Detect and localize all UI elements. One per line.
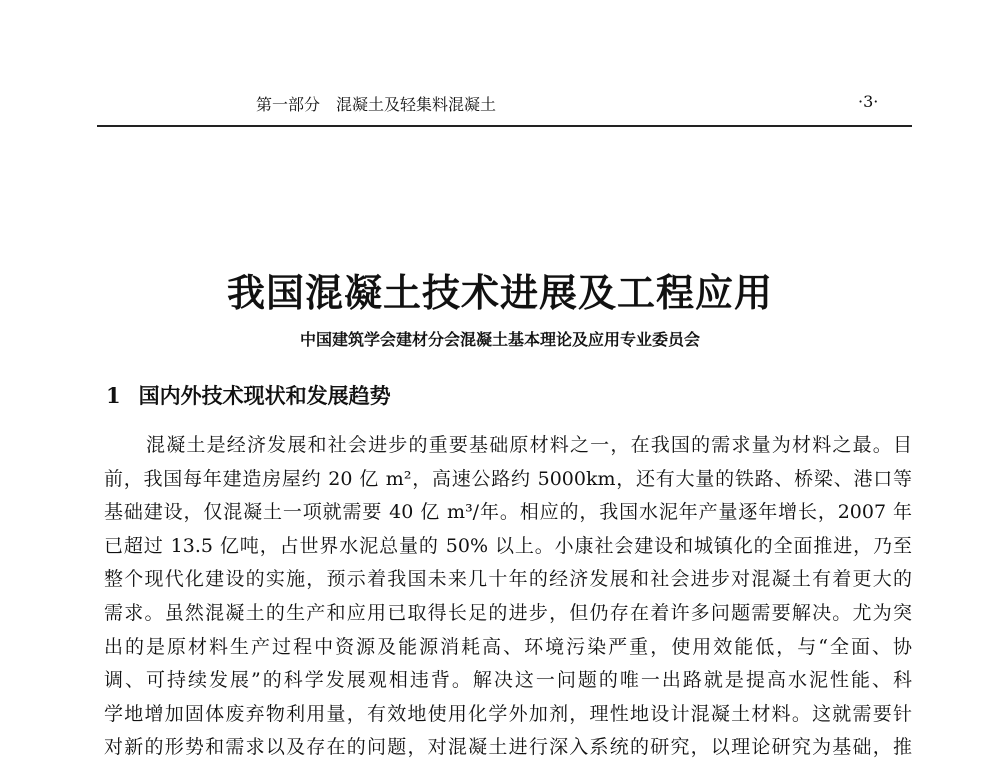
running-header bbox=[0, 92, 1000, 116]
section-title: 国内外技术现状和发展趋势 bbox=[138, 384, 391, 408]
page-number: ·3· bbox=[858, 92, 879, 111]
header-rule bbox=[97, 125, 912, 127]
paragraph-line: 已超过 13.5 亿吨，占世界水泥总量的 50% 以上。小康社会建设和城镇化的全面推进，乃至 bbox=[104, 534, 912, 557]
section-heading bbox=[106, 380, 391, 410]
article-title: 我国混凝土技术进展及工程应用 bbox=[226, 270, 773, 315]
paragraph-line: 对新的形势和需求以及存在的问题，对混凝土进行深入系统的研究，以理论研究为基础，推 bbox=[104, 736, 912, 759]
paragraph-line: 学地增加固体废弃物利用量，有效地使用化学外加剂，理性地设计混凝土材料。这就需要针 bbox=[104, 702, 912, 725]
paragraph-line: 整个现代化建设的实施，预示着我国未来几十年的经济发展和社会进步对混凝土有着更大的 bbox=[104, 568, 912, 591]
paragraph-line: 调、可持续发展”的科学发展观相违背。解决这一问题的唯一出路就是提高水泥性能、科 bbox=[104, 669, 912, 692]
section-number: 1 bbox=[106, 383, 121, 408]
paragraph-line: 需求。虽然混凝土的生产和应用已取得长足的进步，但仍存在着许多问题需要解决。尤为突 bbox=[104, 601, 912, 624]
paragraph-line: 出的是原材料生产过程中资源及能源消耗高、环境污染严重，使用效能低，与“全面、协 bbox=[104, 635, 912, 658]
paragraph-line: 前，我国每年建造房屋约 20 亿 m²，高速公路约 5000km，还有大量的铁路、桥梁、港口等 bbox=[104, 467, 912, 490]
body-paragraph bbox=[104, 429, 912, 765]
article-author: 中国建筑学会建材分会混凝土基本理论及应用专业委员会 bbox=[299, 330, 700, 349]
paragraph-line: 混凝土是经济发展和社会进步的重要基础原材料之一，在我国的需求量为材料之最。目 bbox=[146, 434, 912, 456]
running-title: 第一部分 混凝土及轻集料混凝土 bbox=[256, 95, 497, 114]
paragraph-line: 基础建设，仅混凝土一项就需要 40 亿 m³/年。相应的，我国水泥年产量逐年增长，2007 年 bbox=[104, 501, 912, 524]
